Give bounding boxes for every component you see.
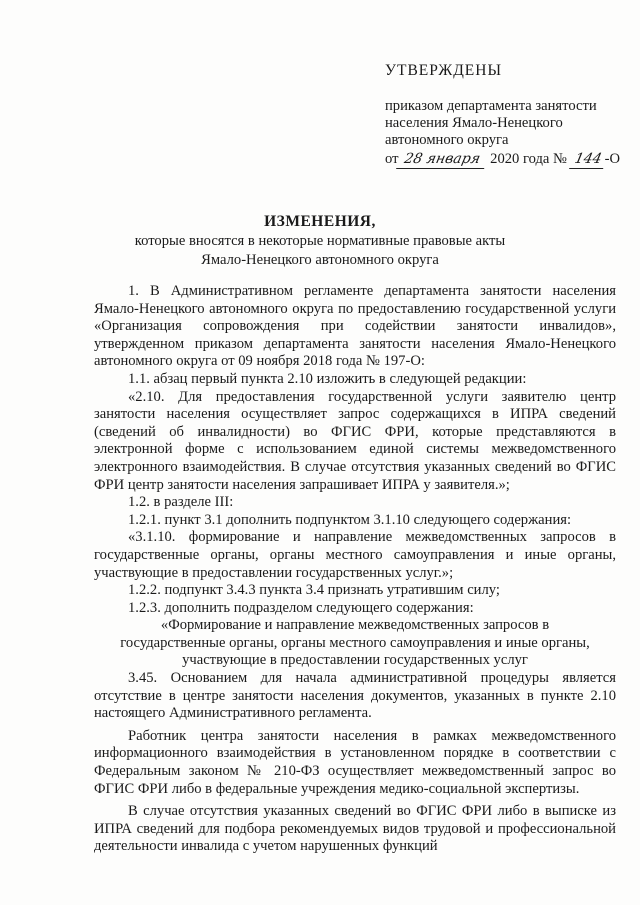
document-body bbox=[94, 283, 616, 856]
handwritten-number: 144 bbox=[569, 151, 607, 169]
approval-line-1: приказом департамента занятости bbox=[385, 98, 597, 114]
paragraph-1-2: 1.2. в разделе III: bbox=[128, 494, 234, 511]
approval-line-3: автономного округа bbox=[385, 132, 509, 148]
paragraph-3-45: 3.45. Основанием для начала административной процедуры является отсутствие в центре занятости населения документов, указанных в пункте 2.10 настоящего Административного регламента. bbox=[94, 670, 616, 722]
subsection-heading-line-2: государственные органы, органы местного самоуправления и иные органы, bbox=[120, 634, 590, 651]
paragraph-absence: В случае отсутствия указанных сведений во ФГИС ФРИ либо в выписке из ИПРА сведений для подбора рекомендуемых видов трудовой и профессиональной деятельности инвалида с учетом нарушенных функций bbox=[94, 803, 616, 855]
document-title: ИЗМЕНЕНИЯ, bbox=[264, 213, 376, 230]
paragraph-1-2-3: 1.2.3. дополнить подразделом следующего содержания: bbox=[128, 599, 474, 616]
paragraph-1: 1. В Административном регламенте департамента занятости населения Ямало-Ненецкого автономного округа по предоставлению государственной услуги «Организация сопровождения при содействии занятости инвалидов», утвержденном приказом департамента занятости населения Ямало-Ненецкого автономного округа от 09 ноября 2018 года № 197-О: bbox=[94, 283, 616, 370]
number-suffix: -О bbox=[604, 151, 621, 167]
handwritten-date: 28 января bbox=[397, 151, 489, 169]
date-prefix: от bbox=[385, 151, 399, 167]
paragraph-1-2-1: 1.2.1. пункт 3.1 дополнить подпунктом 3.1.10 следующего содержания: bbox=[128, 511, 572, 528]
document-subtitle bbox=[0, 232, 640, 269]
subsection-heading-line-1: «Формирование и направление межведомственных запросов в bbox=[160, 617, 550, 634]
paragraph-1-1: 1.1. абзац первый пункта 2.10 изложить в следующей редакции: bbox=[128, 370, 527, 387]
subtitle-line-2: Ямало-Ненецкого автономного округа bbox=[201, 251, 439, 268]
subsection-heading-line-3: участвующие в предоставлении государственных услуг bbox=[182, 652, 528, 669]
paragraph-worker: Работник центра занятости населения в рамках межведомственного информационного взаимодействия в установленном порядке в соответствии с Федеральным законом № 210-ФЗ осуществляет межведомственный запрос во ФГИС ФРИ либо в федеральные учреждения медико-социальной экспертизы. bbox=[94, 727, 616, 797]
paragraph-1-2-2: 1.2.2. подпункт 3.4.3 пункта 3.4 признать утратившим силу; bbox=[128, 582, 500, 599]
paragraph-2-10: «2.10. Для предоставления государственной услуги заявителю центр занятости населения осуществляет запрос содержащихся в ИПРА сведений (сведений об инвалидности) во ФГИС ФРИ, которые представляются в электронной форме с использованием единой системы межведомственного электронного взаимодействия. В случае отсутствия указанных сведений во ФГИС ФРИ центр занятости населения запрашивает ИПРА у заявителя.»; bbox=[94, 388, 616, 493]
subsection-heading bbox=[94, 617, 616, 670]
paragraph-3-1-10: «3.1.10. формирование и направление межведомственных запросов в государственные органы, органы местного самоуправления и иные органы, участвующие в предоставлении государственных услуг.»; bbox=[94, 529, 616, 581]
approval-date-line bbox=[385, 151, 635, 169]
approval-line-2: населения Ямало-Ненецкого bbox=[385, 115, 563, 131]
approval-title: УТВЕРЖДЕНЫ bbox=[385, 62, 502, 79]
subtitle-line-1: которые вносятся в некоторые нормативные правовые акты bbox=[134, 233, 506, 249]
approval-block bbox=[385, 62, 635, 169]
year-text: 2020 года № bbox=[490, 151, 567, 167]
